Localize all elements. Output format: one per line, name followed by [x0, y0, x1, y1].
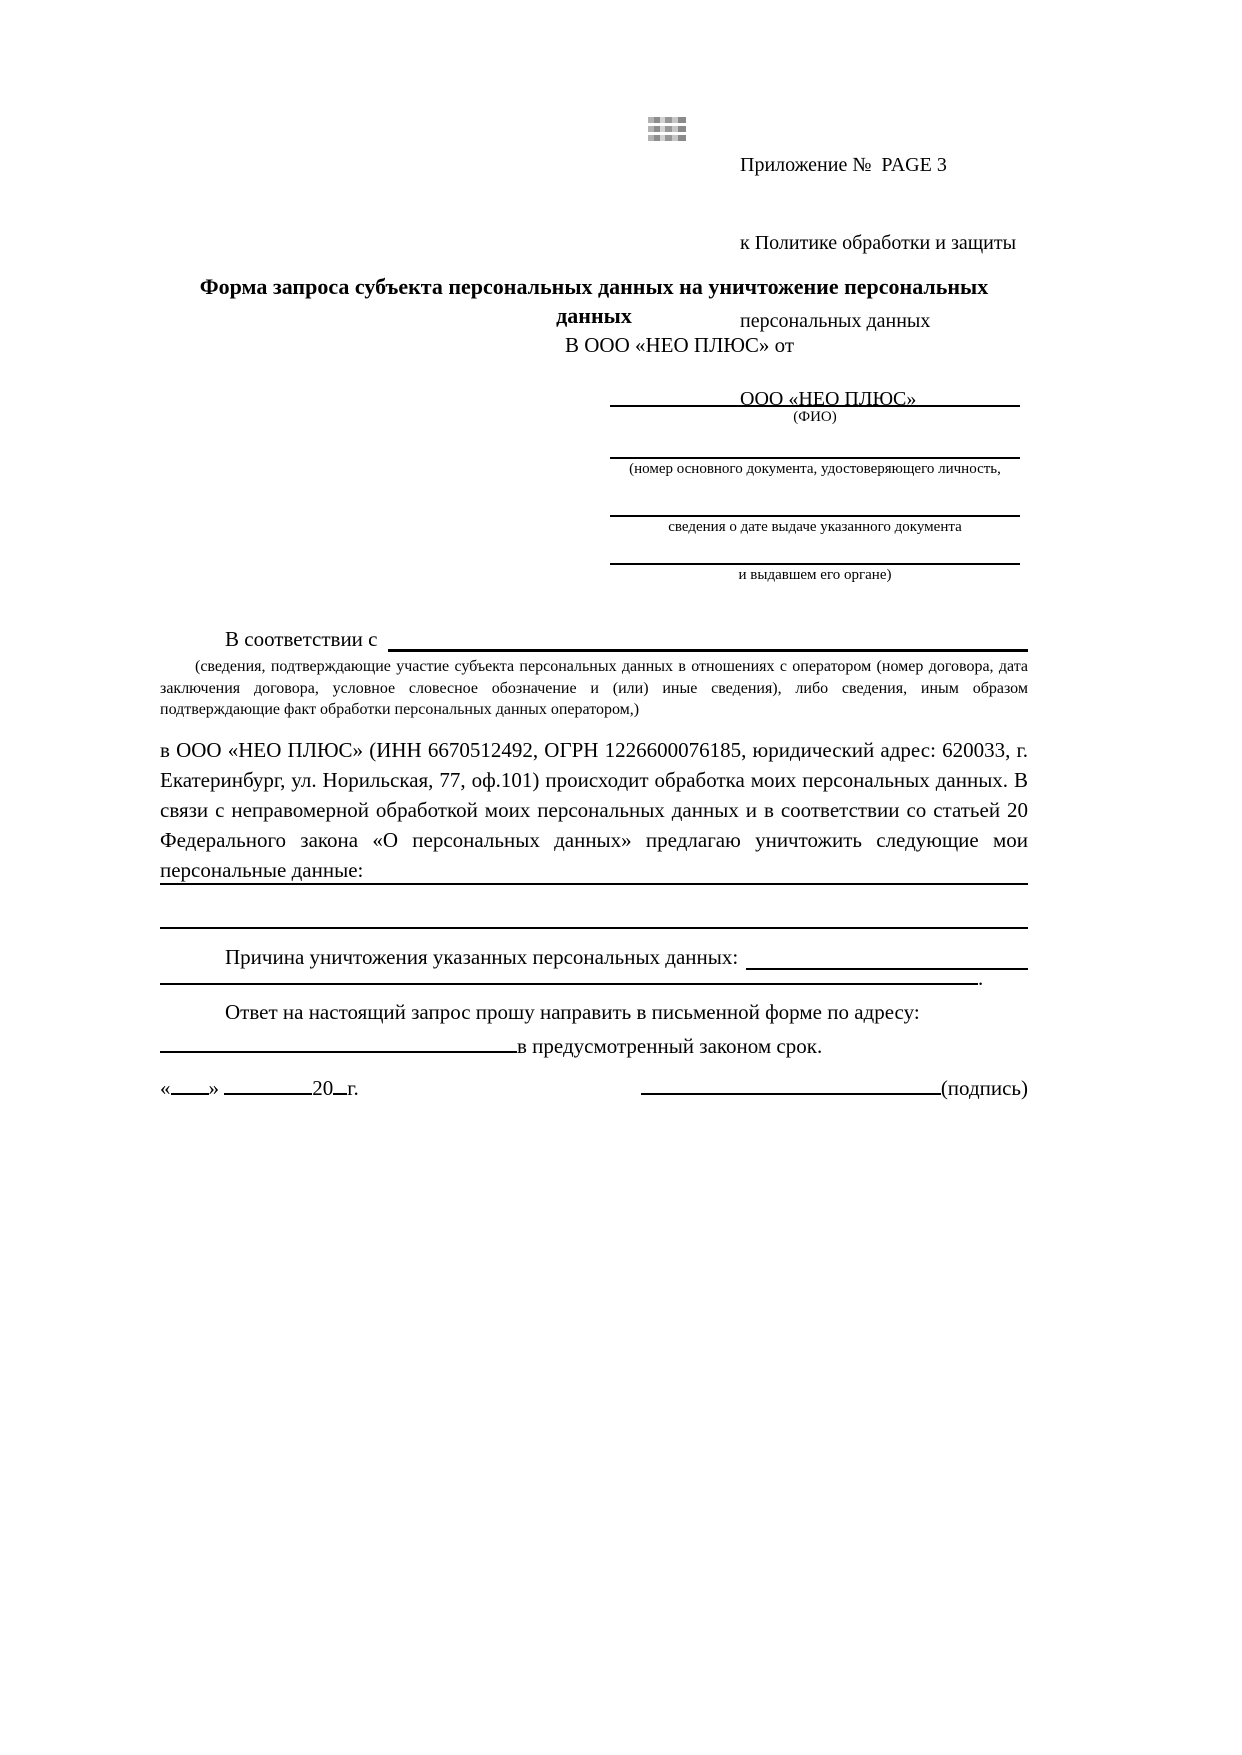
- main-paragraph: в ООО «НЕО ПЛЮС» (ИНН 6670512492, ОГРН 1226600076185, юридический адрес: 620033, г. Екатеринбург, ул. Норильская, 77, оф.101) происходит обработка моих персональных данных. В связи с неправомерной обработкой моих персональных данных и в соответствии со статьей 20 Федерального закона «О персональных данных» предлагаю уничтожить следующие мои персональные данные:: [160, 738, 1028, 882]
- data-blank-line-2[interactable]: [160, 927, 1028, 929]
- accordance-label: В соответствии с: [225, 627, 378, 651]
- reason-label: Причина уничтожения указанных персональных данных:: [225, 945, 739, 969]
- issue-date-field-label: сведения о дате выдаче указанного документа: [668, 519, 962, 535]
- fio-field-label: (ФИО): [793, 409, 837, 425]
- appendix-header-line: ООО «НЕО ПЛЮС»: [740, 388, 917, 410]
- open-quote: «: [160, 1076, 171, 1100]
- page-title: Форма запроса субъекта персональных данных на уничтожение персональных данных: [199, 274, 989, 328]
- appendix-header-line: Приложение № PAGE 3: [740, 154, 947, 176]
- document-number-field-label: (номер основного документа, удостоверяющего личность,: [629, 461, 1001, 477]
- signature-blank-line[interactable]: [641, 1072, 941, 1095]
- address-suffix-label: в предусмотренный законом срок.: [517, 1034, 823, 1058]
- accordance-explanation: (сведения, подтверждающие участие субъекта персональных данных в отношениях с оператором (номер договора, дата заключения договора, условное словесное обозначение и (или) иные сведения), либо сведения, иным образом подтверждающие факт обработки персональных данных оператором,): [160, 658, 1028, 718]
- issuing-authority-field: [610, 563, 1020, 585]
- period-mark: .: [978, 966, 984, 990]
- date-field: [160, 1072, 359, 1101]
- day-blank-line[interactable]: [171, 1072, 209, 1095]
- answer-label: Ответ на настоящий запрос прошу направить в письменной форме по адресу:: [225, 1000, 920, 1024]
- date-signature-row: [160, 1072, 1028, 1101]
- reason-continuation-blank-line[interactable]: [160, 962, 978, 985]
- appendix-header-line: персональных данных: [740, 310, 931, 332]
- issue-date-field: [610, 515, 1020, 537]
- fio-field: [610, 405, 1020, 427]
- signature-field: [641, 1072, 1028, 1101]
- accordance-blank-line[interactable]: [388, 627, 1029, 652]
- document-marker-icon: [648, 117, 686, 143]
- accordance-row: [160, 627, 1028, 652]
- document-number-field: [610, 457, 1020, 479]
- answer-row: [160, 1000, 1028, 1025]
- issuing-authority-field-label: и выдавшем его органе): [738, 567, 892, 583]
- month-blank-line[interactable]: [224, 1072, 312, 1095]
- year-prefix: 20: [312, 1076, 334, 1100]
- address-row: [160, 1030, 1028, 1059]
- year-suffix: г.: [347, 1076, 359, 1100]
- reason-continuation-row: [160, 962, 1028, 991]
- data-blank-line-1[interactable]: [160, 883, 1028, 885]
- close-quote: »: [208, 1076, 219, 1100]
- year-blank-line[interactable]: [333, 1072, 347, 1095]
- signature-label: (подпись): [940, 1076, 1028, 1100]
- address-blank-line[interactable]: [160, 1030, 517, 1053]
- addressee-line: В ООО «НЕО ПЛЮС» от: [565, 333, 795, 357]
- appendix-header-line: к Политике обработки и защиты: [740, 232, 1017, 254]
